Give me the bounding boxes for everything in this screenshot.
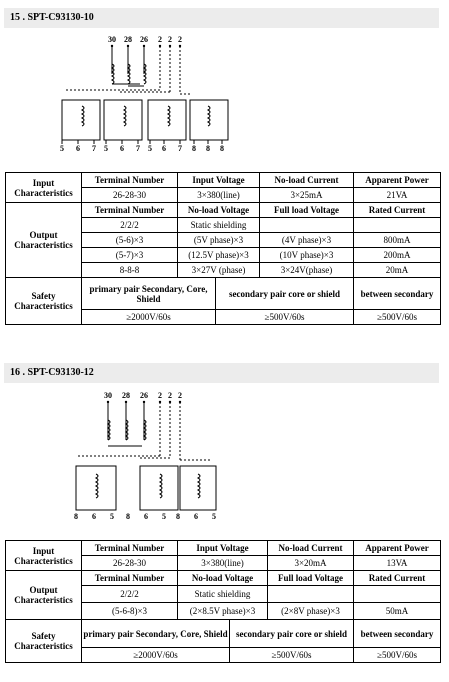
table-cell: 8-8-8 [82, 263, 178, 278]
column-header: Full load Voltage [268, 571, 354, 586]
s16-primary-pin: 2 [168, 391, 172, 400]
table-cell: 2/2/2 [82, 586, 178, 603]
table-cell: (5-7)×3 [82, 248, 178, 263]
s16-secondary-pin: 8 [74, 512, 78, 521]
column-header: Rated Current [354, 571, 441, 586]
section-16-spec-table [5, 540, 441, 663]
column-header: Full load Voltage [260, 203, 354, 218]
table-cell: ≥500V/60s [354, 310, 441, 325]
table-cell: ≥2000V/60s [82, 648, 230, 663]
table-cell: 3×24V(phase) [260, 263, 354, 278]
column-header: Input Voltage [178, 173, 260, 188]
column-header: primary pair Secondary, Core, Shield [82, 620, 230, 648]
s16-primary-pin: 2 [158, 391, 162, 400]
column-header: No-load Current [268, 541, 354, 556]
s15-secondary-pin: 5 [148, 144, 152, 152]
s15-primary-pin: 2 [168, 35, 172, 44]
s16-secondary-pin: 6 [194, 512, 198, 521]
table-cell: 26-28-30 [82, 556, 178, 571]
table-cell: Static shielding [178, 218, 260, 233]
column-header: Terminal Number [82, 571, 178, 586]
s15-secondary-pin: 7 [136, 144, 140, 152]
s15-secondary-pin: 7 [178, 144, 182, 152]
s15-secondary-pin: 8 [192, 144, 196, 152]
column-header: secondary pair core or shield [216, 278, 354, 310]
column-header: No-load Voltage [178, 203, 260, 218]
column-header: Terminal Number [82, 203, 178, 218]
column-header: secondary pair core or shield [230, 620, 354, 648]
table-cell: ≥500V/60s [230, 648, 354, 663]
s16-secondary-pin: 6 [144, 512, 148, 521]
table-cell: (2×8.5V phase)×3 [178, 603, 268, 620]
s15-primary-pin: 2 [158, 35, 162, 44]
section-15-schematic [0, 34, 449, 152]
s15-primary-pin: 28 [124, 35, 132, 44]
column-header: No-load Voltage [178, 571, 268, 586]
table-cell: 3×27V (phase) [178, 263, 260, 278]
column-header: between secondary [354, 620, 441, 648]
s15-secondary-pin: 6 [162, 144, 166, 152]
table-cell: ≥2000V/60s [82, 310, 216, 325]
section-16-schematic [0, 390, 449, 522]
table-cell: 3×380(line) [178, 556, 268, 571]
input-characteristics-label: Input Characteristics [6, 541, 82, 571]
column-header: Input Voltage [178, 541, 268, 556]
s16-secondary-pin: 5 [162, 512, 166, 521]
table-cell [354, 586, 441, 603]
table-cell: 13VA [354, 556, 441, 571]
table-cell: 800mA [354, 233, 441, 248]
safety-characteristics-label: Safety Characteristics [6, 278, 82, 325]
table-cell [260, 218, 354, 233]
table-cell: (2×8V phase)×3 [268, 603, 354, 620]
s16-secondary-pin: 8 [126, 512, 130, 521]
table-cell: (4V phase)×3 [260, 233, 354, 248]
s15-secondary-pin: 8 [206, 144, 210, 152]
table-cell: 21VA [354, 188, 441, 203]
column-header: Terminal Number [82, 541, 178, 556]
column-header: primary pair Secondary, Core, Shield [82, 278, 216, 310]
s15-secondary-pin: 6 [120, 144, 124, 152]
table-cell: 200mA [354, 248, 441, 263]
s16-primary-pin: 30 [104, 391, 112, 400]
column-header: Terminal Number [82, 173, 178, 188]
column-header: No-load Current [260, 173, 354, 188]
output-characteristics-label: Output Characteristics [6, 203, 82, 278]
table-cell: (5-6-8)×3 [82, 603, 178, 620]
safety-characteristics-label: Safety Characteristics [6, 620, 82, 663]
s15-secondary-pin: 5 [60, 144, 64, 152]
table-cell: 2/2/2 [82, 218, 178, 233]
section-16-title: 16 . SPT-C93130-12 [4, 363, 439, 383]
s16-secondary-pin: 8 [176, 512, 180, 521]
table-cell: Static shielding [178, 586, 268, 603]
table-cell: ≥500V/60s [354, 648, 441, 663]
table-cell: ≥500V/60s [216, 310, 354, 325]
s15-primary-pin: 30 [108, 35, 116, 44]
table-cell: 50mA [354, 603, 441, 620]
table-cell: 3×20mA [268, 556, 354, 571]
s16-primary-pin: 28 [122, 391, 130, 400]
column-header: Apparent Power [354, 173, 441, 188]
s15-secondary-pin: 8 [220, 144, 224, 152]
s16-secondary-pin: 6 [92, 512, 96, 521]
table-cell [268, 586, 354, 603]
s16-primary-pin: 26 [140, 391, 148, 400]
table-cell: (5-6)×3 [82, 233, 178, 248]
table-cell: (10V phase)×3 [260, 248, 354, 263]
s15-primary-pin: 26 [140, 35, 148, 44]
table-cell: (5V phase)×3 [178, 233, 260, 248]
s15-primary-pin: 2 [178, 35, 182, 44]
column-header: between secondary [354, 278, 441, 310]
s15-secondary-pin: 5 [104, 144, 108, 152]
column-header: Apparent Power [354, 541, 441, 556]
column-header: Rated Current [354, 203, 441, 218]
s15-secondary-pin: 6 [76, 144, 80, 152]
table-cell: 3×380(line) [178, 188, 260, 203]
section-15-title: 15 . SPT-C93130-10 [4, 8, 439, 28]
s15-secondary-pin: 7 [92, 144, 96, 152]
s16-primary-pin: 2 [178, 391, 182, 400]
table-cell: 3×25mA [260, 188, 354, 203]
table-cell: (12.5V phase)×3 [178, 248, 260, 263]
output-characteristics-label: Output Characteristics [6, 571, 82, 620]
table-cell: 26-28-30 [82, 188, 178, 203]
table-cell: 20mA [354, 263, 441, 278]
s16-secondary-pin: 5 [110, 512, 114, 521]
input-characteristics-label: Input Characteristics [6, 173, 82, 203]
s16-secondary-pin: 5 [212, 512, 216, 521]
section-15-spec-table [5, 172, 441, 325]
table-cell [354, 218, 441, 233]
